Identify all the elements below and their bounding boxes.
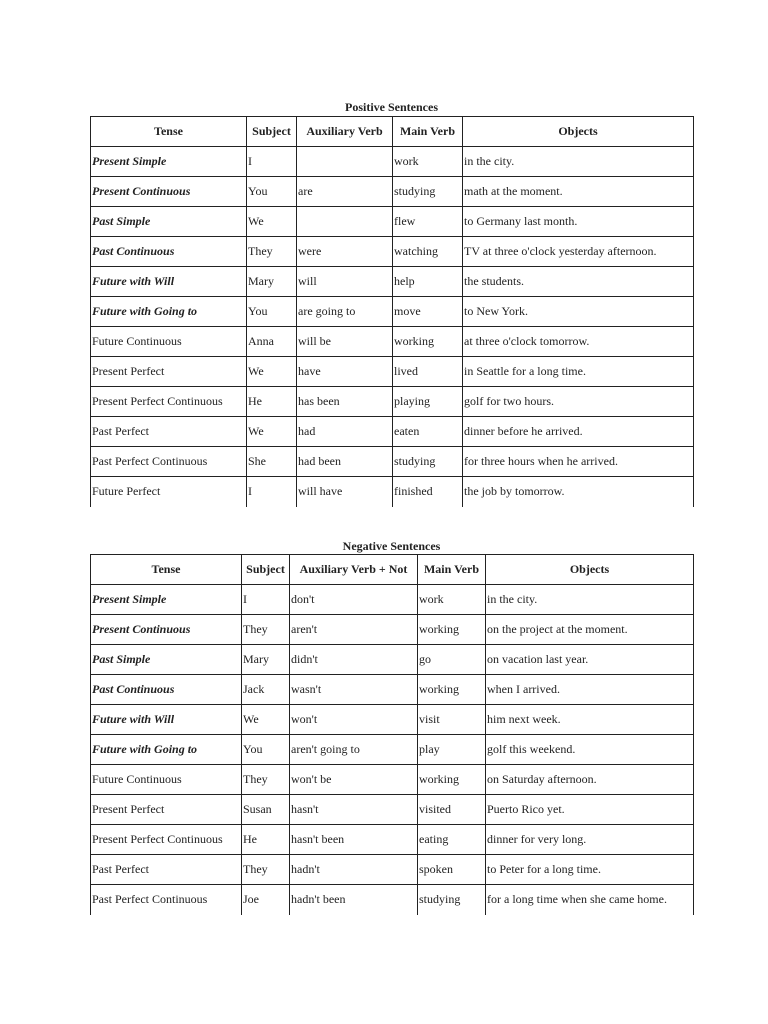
cell-subject: You — [242, 735, 290, 765]
cell-main-verb: eaten — [393, 417, 463, 447]
table-header-row — [91, 117, 694, 147]
cell-subject: Jack — [242, 675, 290, 705]
cell-auxiliary: don't — [290, 585, 418, 615]
cell-auxiliary: had — [297, 417, 393, 447]
cell-subject: I — [242, 585, 290, 615]
header-main-verb: Main Verb — [418, 555, 486, 585]
header-auxiliary-verb-not: Auxiliary Verb + Not — [290, 555, 418, 585]
cell-tense: Future Continuous — [91, 327, 247, 357]
cell-subject: We — [247, 357, 297, 387]
cell-objects: on Saturday afternoon. — [486, 765, 694, 795]
cell-auxiliary: won't — [290, 705, 418, 735]
cell-main-verb: go — [418, 645, 486, 675]
cell-objects: dinner for very long. — [486, 825, 694, 855]
cell-subject: They — [242, 765, 290, 795]
header-subject: Subject — [247, 117, 297, 147]
table-row — [91, 237, 694, 267]
cell-objects: on the project at the moment. — [486, 615, 694, 645]
table-row — [91, 267, 694, 297]
cell-subject: I — [247, 147, 297, 177]
table-row — [91, 447, 694, 477]
cell-objects: golf this weekend. — [486, 735, 694, 765]
cell-main-verb: spoken — [418, 855, 486, 885]
cell-main-verb: working — [418, 615, 486, 645]
cell-objects: math at the moment. — [463, 177, 694, 207]
cell-objects: him next week. — [486, 705, 694, 735]
header-main-verb: Main Verb — [393, 117, 463, 147]
negative-sentences-table — [90, 554, 694, 915]
cell-auxiliary: has been — [297, 387, 393, 417]
cell-auxiliary: didn't — [290, 645, 418, 675]
table-row — [91, 825, 694, 855]
cell-objects: at three o'clock tomorrow. — [463, 327, 694, 357]
table-row — [91, 207, 694, 237]
cell-auxiliary: had been — [297, 447, 393, 477]
cell-objects: TV at three o'clock yesterday afternoon. — [463, 237, 694, 267]
table-header-row — [91, 555, 694, 585]
cell-objects: on vacation last year. — [486, 645, 694, 675]
cell-main-verb: visited — [418, 795, 486, 825]
cell-tense: Present Perfect — [91, 357, 247, 387]
cell-objects: to Peter for a long time. — [486, 855, 694, 885]
cell-main-verb: move — [393, 297, 463, 327]
cell-auxiliary: hadn't been — [290, 885, 418, 915]
cell-objects: for three hours when he arrived. — [463, 447, 694, 477]
cell-tense: Past Continuous — [91, 237, 247, 267]
cell-objects: in Seattle for a long time. — [463, 357, 694, 387]
cell-subject: Joe — [242, 885, 290, 915]
cell-main-verb: lived — [393, 357, 463, 387]
cell-tense: Present Continuous — [91, 615, 242, 645]
cell-tense: Past Perfect Continuous — [91, 885, 242, 915]
negative-table-caption: Negative Sentences — [342, 539, 441, 553]
cell-subject: They — [242, 855, 290, 885]
cell-subject: Mary — [247, 267, 297, 297]
cell-subject: Susan — [242, 795, 290, 825]
cell-main-verb: visit — [418, 705, 486, 735]
cell-tense: Future with Going to — [91, 735, 242, 765]
header-objects: Objects — [463, 117, 694, 147]
cell-auxiliary — [297, 207, 393, 237]
cell-tense: Future with Going to — [91, 297, 247, 327]
cell-tense: Present Perfect Continuous — [91, 387, 247, 417]
positive-table-caption: Positive Sentences — [345, 100, 438, 114]
cell-objects: for a long time when she came home. — [486, 885, 694, 915]
cell-tense: Past Perfect — [91, 417, 247, 447]
table-row — [91, 735, 694, 765]
cell-tense: Present Perfect — [91, 795, 242, 825]
cell-main-verb: working — [418, 675, 486, 705]
cell-main-verb: studying — [393, 177, 463, 207]
table-row — [91, 387, 694, 417]
cell-tense: Present Simple — [91, 147, 247, 177]
cell-main-verb: play — [418, 735, 486, 765]
cell-auxiliary: aren't going to — [290, 735, 418, 765]
cell-auxiliary: hadn't — [290, 855, 418, 885]
cell-objects: the job by tomorrow. — [463, 477, 694, 507]
table-row — [91, 357, 694, 387]
cell-main-verb: work — [393, 147, 463, 177]
cell-objects: Puerto Rico yet. — [486, 795, 694, 825]
cell-objects: to New York. — [463, 297, 694, 327]
table-row — [91, 177, 694, 207]
cell-auxiliary: are going to — [297, 297, 393, 327]
cell-auxiliary: hasn't been — [290, 825, 418, 855]
cell-subject: He — [242, 825, 290, 855]
cell-main-verb: work — [418, 585, 486, 615]
cell-subject: We — [242, 705, 290, 735]
table-row — [91, 297, 694, 327]
cell-auxiliary: won't be — [290, 765, 418, 795]
table-row — [91, 585, 694, 615]
header-auxiliary-verb: Auxiliary Verb — [297, 117, 393, 147]
cell-tense: Past Simple — [91, 645, 242, 675]
table-row — [91, 147, 694, 177]
cell-main-verb: working — [418, 765, 486, 795]
cell-subject: You — [247, 177, 297, 207]
cell-auxiliary: will — [297, 267, 393, 297]
table-row — [91, 705, 694, 735]
cell-objects: dinner before he arrived. — [463, 417, 694, 447]
cell-auxiliary: aren't — [290, 615, 418, 645]
cell-auxiliary — [297, 147, 393, 177]
cell-subject: They — [242, 615, 290, 645]
table-row — [91, 417, 694, 447]
cell-objects: the students. — [463, 267, 694, 297]
table-row — [91, 675, 694, 705]
table-row — [91, 795, 694, 825]
cell-auxiliary: are — [297, 177, 393, 207]
cell-objects: when I arrived. — [486, 675, 694, 705]
cell-subject: They — [247, 237, 297, 267]
cell-subject: I — [247, 477, 297, 507]
table-row — [91, 885, 694, 915]
cell-subject: You — [247, 297, 297, 327]
cell-tense: Future with Will — [91, 705, 242, 735]
cell-auxiliary: hasn't — [290, 795, 418, 825]
cell-tense: Past Continuous — [91, 675, 242, 705]
cell-tense: Past Perfect — [91, 855, 242, 885]
cell-subject: She — [247, 447, 297, 477]
cell-main-verb: working — [393, 327, 463, 357]
cell-main-verb: studying — [418, 885, 486, 915]
cell-subject: We — [247, 207, 297, 237]
cell-objects: in the city. — [463, 147, 694, 177]
cell-subject: He — [247, 387, 297, 417]
cell-main-verb: watching — [393, 237, 463, 267]
header-tense: Tense — [91, 117, 247, 147]
cell-main-verb: eating — [418, 825, 486, 855]
cell-tense: Past Simple — [91, 207, 247, 237]
cell-main-verb: finished — [393, 477, 463, 507]
table-row — [91, 765, 694, 795]
cell-main-verb: playing — [393, 387, 463, 417]
cell-tense: Future with Will — [91, 267, 247, 297]
positive-sentences-table — [90, 116, 694, 507]
cell-auxiliary: have — [297, 357, 393, 387]
cell-tense: Future Continuous — [91, 765, 242, 795]
cell-auxiliary: were — [297, 237, 393, 267]
cell-tense: Future Perfect — [91, 477, 247, 507]
table-row — [91, 645, 694, 675]
table-row — [91, 477, 694, 507]
header-objects: Objects — [486, 555, 694, 585]
cell-auxiliary: will be — [297, 327, 393, 357]
cell-tense: Present Simple — [91, 585, 242, 615]
cell-objects: in the city. — [486, 585, 694, 615]
cell-subject: Mary — [242, 645, 290, 675]
cell-objects: golf for two hours. — [463, 387, 694, 417]
cell-auxiliary: wasn't — [290, 675, 418, 705]
header-subject: Subject — [242, 555, 290, 585]
cell-auxiliary: will have — [297, 477, 393, 507]
cell-main-verb: help — [393, 267, 463, 297]
cell-subject: We — [247, 417, 297, 447]
cell-tense: Past Perfect Continuous — [91, 447, 247, 477]
cell-objects: to Germany last month. — [463, 207, 694, 237]
table-row — [91, 855, 694, 885]
table-row — [91, 327, 694, 357]
table-row — [91, 615, 694, 645]
header-tense: Tense — [91, 555, 242, 585]
cell-subject: Anna — [247, 327, 297, 357]
cell-tense: Present Continuous — [91, 177, 247, 207]
cell-tense: Present Perfect Continuous — [91, 825, 242, 855]
cell-main-verb: studying — [393, 447, 463, 477]
cell-main-verb: flew — [393, 207, 463, 237]
